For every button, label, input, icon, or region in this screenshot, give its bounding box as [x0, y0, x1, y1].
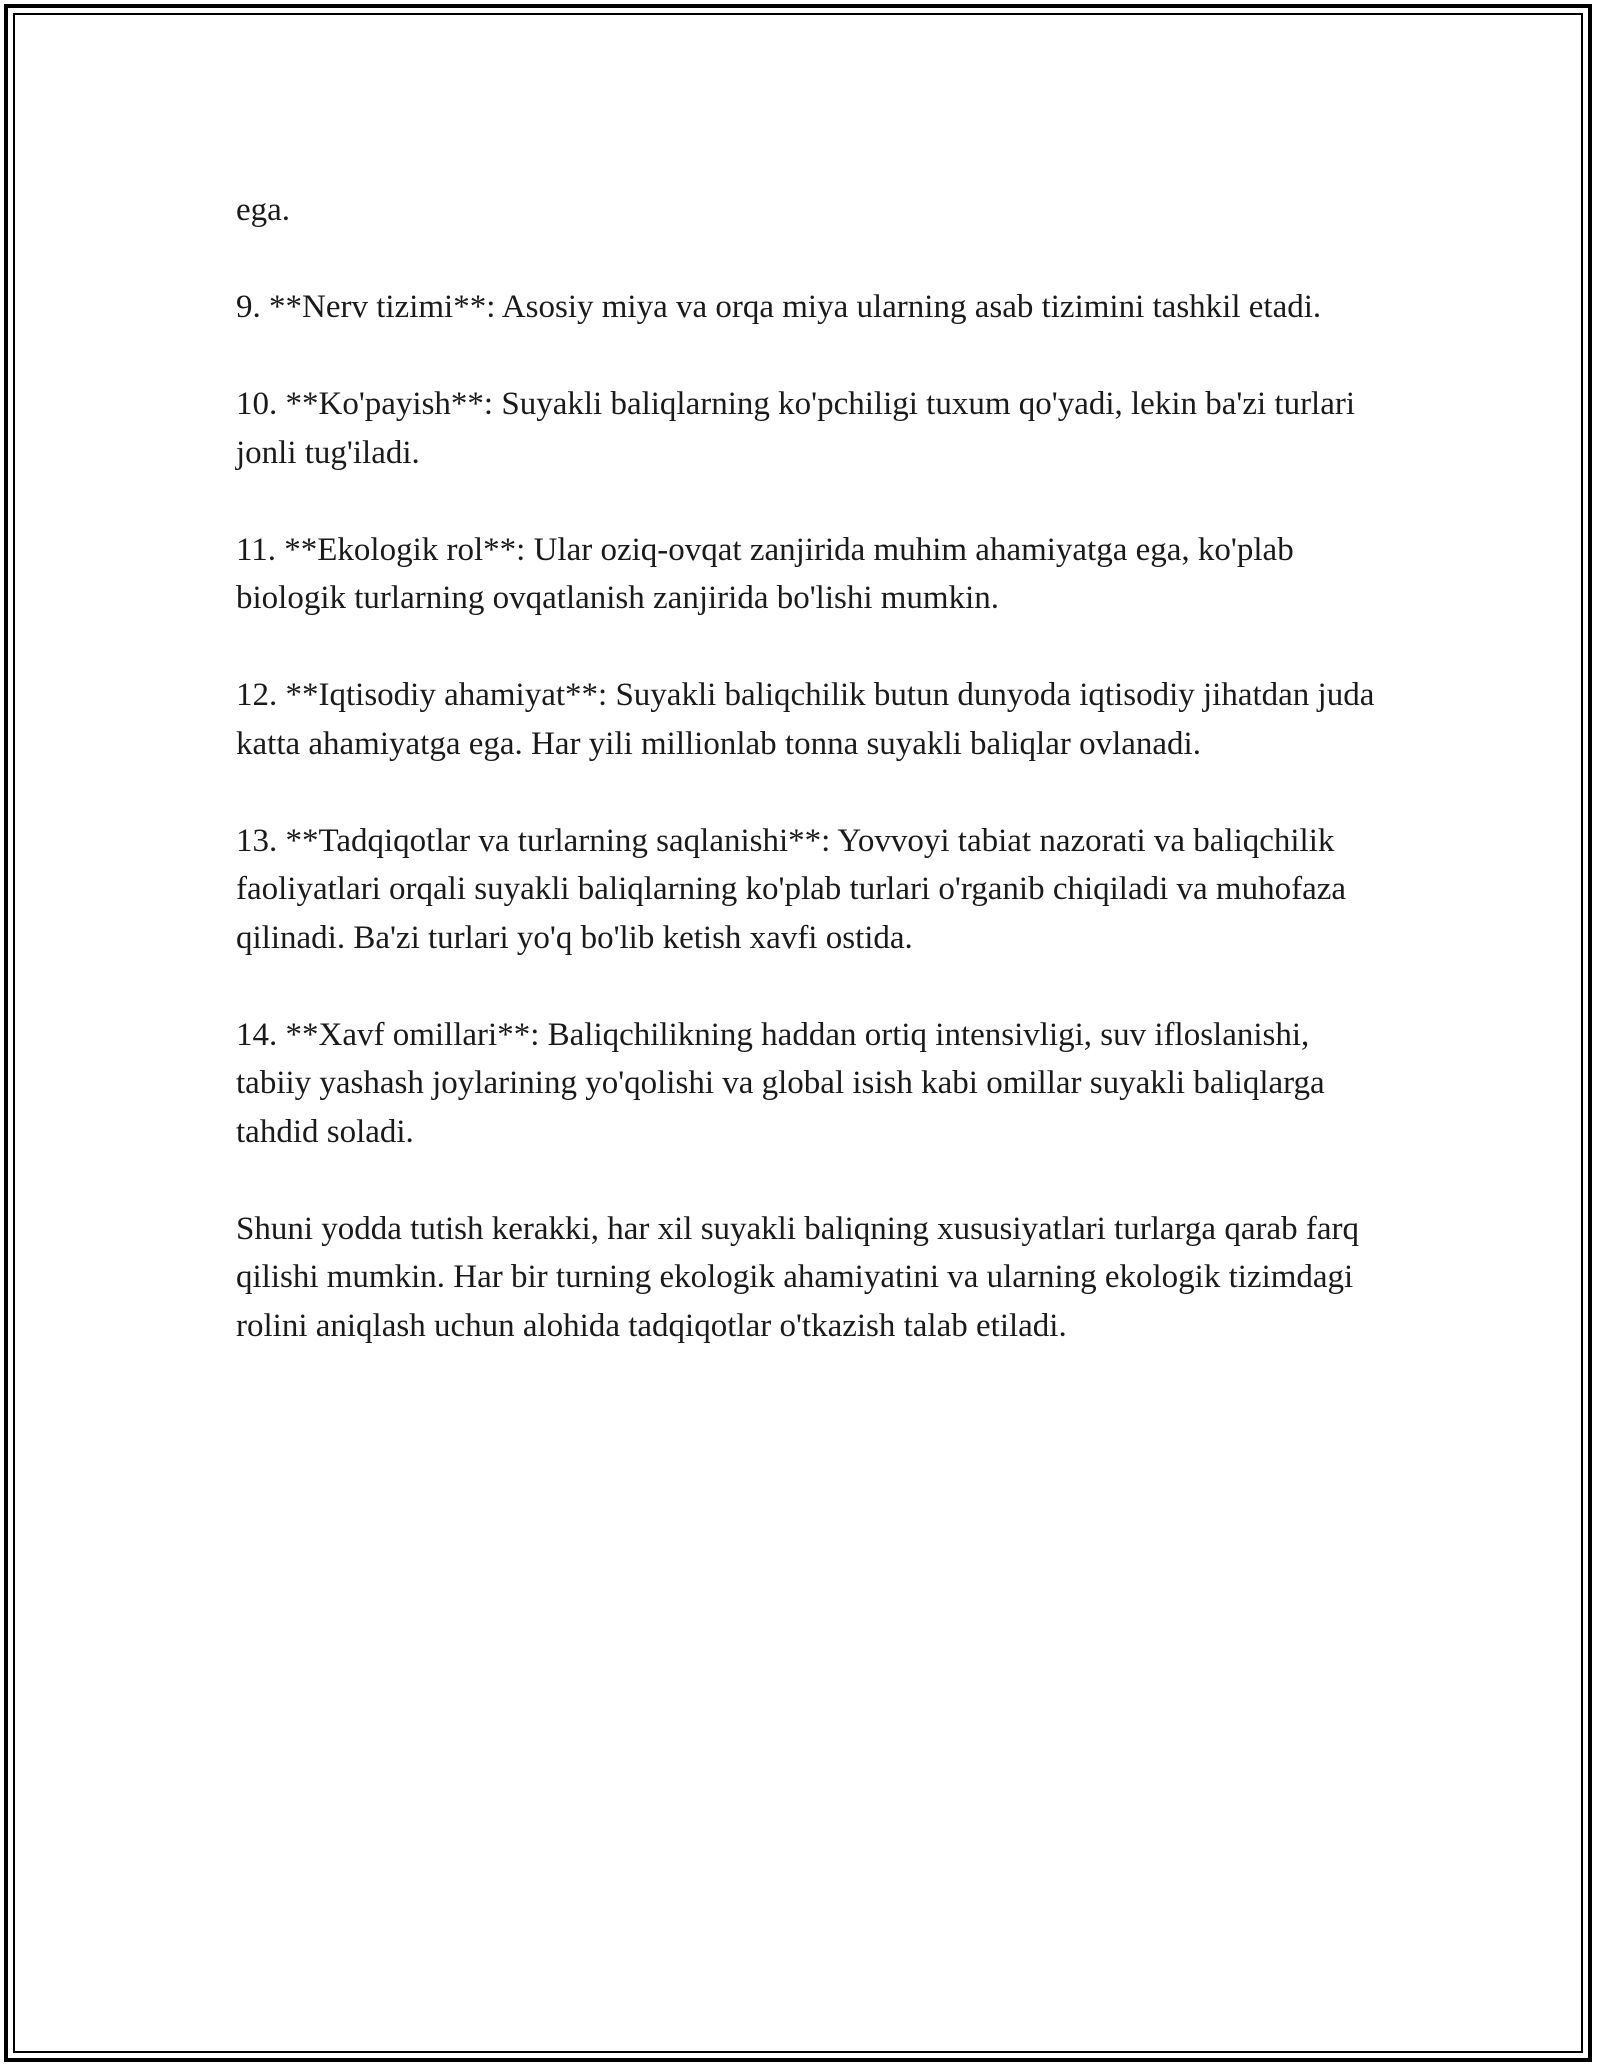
paragraph-iqtisodiy-ahamiyat: 12. **Iqtisodiy ahamiyat**: Suyakli baliqchilik butun dunyoda iqtisodiy jihatdan juda katta ahamiyatga ega. Har yili millionlab tonna suyakli baliqlar ovlanadi. [236, 677, 1375, 762]
document-body [236, 186, 1376, 1350]
paragraph-nerv-tizimi: 9. **Nerv tizimi**: Asosiy miya va orqa miya ularning asab tizimini tashkil etadi. [236, 289, 1322, 325]
paragraph-xavf-omillari: 14. **Xavf omillari**: Baliqchilikning haddan ortiq intensivligi, suv ifloslanishi, tabiiy yashash joylarining yo'qolishi va global isish kabi omillar suyakli baliqlarga tahdid soladi. [236, 1016, 1325, 1150]
paragraph-conclusion: Shuni yodda tutish kerakki, har xil suyakli baliqning xususiyatlari turlarga qarab farq qilishi mumkin. Har bir turning ekologik ahamiyatini va ularning ekologik tizimdagi rolini aniqlash uchun alohida tadqiqotlar o'tkazish talab etiladi. [236, 1210, 1359, 1344]
paragraph-ekologik-rol: 11. **Ekologik rol**: Ular oziq-ovqat zanjirida muhim ahamiyatga ega, ko'plab biologik turlarning ovqatlanish zanjirida bo'lishi mumkin. [236, 531, 1294, 616]
paragraph-kopayish: 10. **Ko'payish**: Suyakli baliqlarning ko'pchiligi tuxum qo'yadi, lekin ba'zi turlari jonli tug'iladi. [236, 386, 1356, 471]
paragraph-tadqiqotlar: 13. **Tadqiqotlar va turlarning saqlanishi**: Yovvoyi tabiat nazorati va baliqchilik faoliyatlari orqali suyakli baliqlarning ko'plab turlari o'rganib chiqiladi va muhofaza qilinadi. Ba'zi turlari yo'q bo'lib ketish xavfi ostida. [236, 822, 1347, 956]
paragraph-continuation: ega. [236, 192, 291, 228]
